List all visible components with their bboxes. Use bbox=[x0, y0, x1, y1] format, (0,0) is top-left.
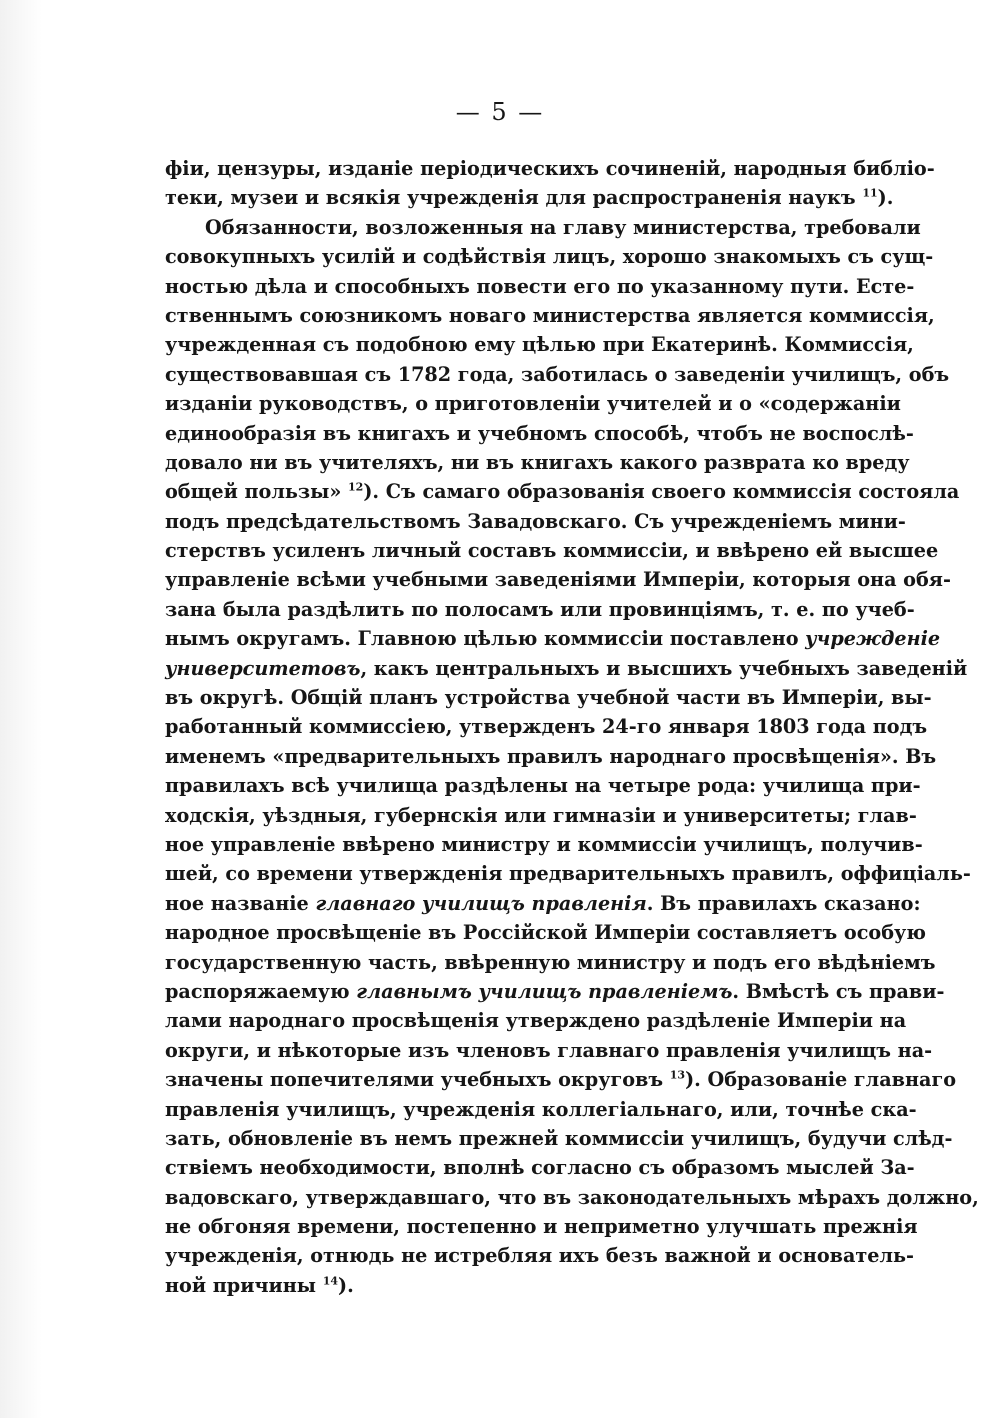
text-line bbox=[165, 742, 937, 771]
text-line bbox=[165, 654, 968, 683]
text-segment: не обгоняя времени, постепенно и неприметно улучшать прежнія bbox=[165, 1215, 918, 1239]
text-segment: стерствъ усиленъ личный составъ коммиссіи, и ввѣрено ей высшее bbox=[165, 539, 939, 563]
text-segment: значены попечителями учебныхъ округовъ bbox=[165, 1068, 670, 1092]
text-segment: ). bbox=[877, 186, 894, 210]
text-line bbox=[165, 1241, 915, 1270]
text-segment: правилахъ всѣ училища раздѣлены на четыре рода: училища при- bbox=[165, 774, 921, 798]
text-segment: учрежденная съ подобною ему цѣлью при Екатеринѣ. Коммиссія, bbox=[165, 333, 914, 357]
text-line bbox=[165, 448, 910, 477]
text-segment: государственную часть, ввѣренную министру и подъ его вѣдѣніемъ bbox=[165, 950, 936, 974]
italic-phrase: университетовъ bbox=[165, 656, 361, 680]
text-line bbox=[165, 830, 923, 859]
italic-phrase: главнымъ училищъ правленіемъ bbox=[356, 979, 733, 1003]
text-line bbox=[165, 565, 951, 594]
text-line bbox=[165, 1271, 880, 1300]
text-line bbox=[165, 595, 915, 624]
text-line bbox=[165, 389, 901, 418]
text-line bbox=[165, 977, 945, 1006]
text-line bbox=[165, 859, 971, 888]
footnote-ref: 11 bbox=[862, 187, 878, 200]
page-number: — 5 — bbox=[455, 98, 545, 126]
text-segment: совокупныхъ усилій и содѣйствія лицъ, хорошо знакомыхъ съ сущ- bbox=[165, 245, 934, 269]
text-segment: именемъ «предварительныхъ правилъ народнаго просвѣщенія». Въ bbox=[165, 744, 937, 768]
text-line bbox=[165, 889, 921, 918]
text-segment: нымъ округамъ. Главною цѣлью коммиссіи поставлено bbox=[165, 627, 806, 651]
text-line bbox=[165, 301, 935, 330]
text-segment: работанный коммиссіею, утвержденъ 24-го января 1803 года подъ bbox=[165, 715, 928, 739]
footnote-ref: 13 bbox=[669, 1068, 686, 1082]
text-line bbox=[165, 272, 915, 301]
text-line bbox=[165, 507, 906, 536]
text-segment: подъ предсѣдательствомъ Завадовскаго. Съ учрежденіемъ мини- bbox=[165, 509, 906, 533]
text-line bbox=[165, 1006, 907, 1035]
text-line bbox=[165, 1183, 979, 1212]
italic-phrase: учрежденіе bbox=[805, 627, 941, 651]
text-line bbox=[165, 1124, 953, 1153]
text-segment: ствіемъ необходимости, вполнѣ согласно съ образомъ мыслей За- bbox=[165, 1156, 915, 1180]
text-segment: Обязанности, возложенныя на главу министерства, требовали bbox=[205, 215, 921, 239]
text-line bbox=[165, 419, 914, 448]
text-line bbox=[165, 477, 960, 506]
text-line bbox=[165, 213, 921, 242]
text-line bbox=[165, 360, 950, 389]
text-line bbox=[165, 154, 935, 183]
text-line bbox=[165, 1036, 933, 1065]
text-segment: . Въ правилахъ сказано: bbox=[646, 891, 921, 915]
text-segment: распоряжаемую bbox=[165, 979, 357, 1003]
text-segment: довало ни въ учителяхъ, ни въ книгахъ какого разврата ко вреду bbox=[165, 450, 910, 474]
text-segment: народное просвѣщеніе въ Россійской Имперіи составляетъ особую bbox=[165, 921, 926, 945]
text-line bbox=[165, 948, 936, 977]
text-segment: зать, обновленіе въ немъ прежней коммиссіи училищъ, будучи слѣд- bbox=[165, 1126, 953, 1150]
text-segment: общей пользы» bbox=[165, 480, 349, 504]
text-segment: ственнымъ союзникомъ новаго министерства является коммиссія, bbox=[165, 303, 935, 327]
footnote-ref: 12 bbox=[348, 480, 364, 494]
text-line bbox=[165, 1065, 957, 1094]
text-line bbox=[165, 801, 917, 830]
text-segment: теки, музеи и всякія учрежденія для распространенія наукъ bbox=[165, 186, 863, 210]
text-segment: лами народнаго просвѣщенія утверждено раздѣленіе Имперіи на bbox=[165, 1009, 907, 1033]
text-segment: ное названіе bbox=[165, 891, 316, 915]
text-segment: , какъ центральныхъ и высшихъ учебныхъ заведеній bbox=[360, 656, 968, 680]
text-line bbox=[165, 1212, 918, 1241]
text-line bbox=[165, 624, 941, 653]
text-segment: правленія училищъ, учрежденія коллегіальнаго, или, точнѣе ска- bbox=[165, 1097, 917, 1121]
text-segment: ). Образованіе главнаго bbox=[685, 1068, 957, 1092]
text-segment: ное управленіе ввѣрено министру и коммиссіи училищъ, получив- bbox=[165, 832, 923, 856]
text-segment: ). Съ самаго образованія своего коммиссія состояла bbox=[363, 480, 960, 504]
text-segment: изданіи руководствъ, о приготовленіи учителей и о «содержаніи bbox=[165, 392, 901, 416]
text-line bbox=[165, 1095, 917, 1124]
text-segment: ходскія, уѣздныя, губернскія или гимназіи и университеты; глав- bbox=[165, 803, 917, 827]
text-segment: вадовскаго, утверждавшаго, что въ законодательныхъ мѣрахъ должно, bbox=[165, 1185, 979, 1209]
text-segment: ). bbox=[338, 1273, 354, 1297]
text-segment: существовавшая съ 1782 года, заботилась о заведеніи училищъ, объ bbox=[165, 362, 950, 386]
text-line bbox=[165, 683, 932, 712]
text-segment: ной причины bbox=[165, 1273, 323, 1297]
text-segment: единообразія въ книгахъ и учебномъ способѣ, чтобъ не воспослѣ- bbox=[165, 421, 914, 445]
text-segment: ностью дѣла и способныхъ повести его по указанному пути. Есте- bbox=[165, 274, 915, 298]
text-line bbox=[165, 536, 939, 565]
italic-phrase: главнаго училищъ правленія bbox=[315, 891, 647, 915]
body-text bbox=[165, 154, 979, 1300]
text-segment: . Вмѣстѣ съ прави- bbox=[732, 979, 945, 1003]
text-line bbox=[165, 918, 926, 947]
text-segment: управленіе всѣми учебными заведеніями Имперіи, которыя она обя- bbox=[165, 568, 951, 592]
scan-margin-shading bbox=[0, 0, 42, 1418]
text-line bbox=[165, 183, 894, 212]
text-line bbox=[165, 771, 921, 800]
text-segment: шей, со времени утвержденія предварительныхъ правилъ, оффиціаль- bbox=[165, 862, 971, 886]
text-line bbox=[165, 1153, 915, 1182]
text-line bbox=[165, 242, 934, 271]
text-line bbox=[165, 330, 914, 359]
text-segment: фіи, цензуры, изданіе періодическихъ сочиненій, народныя библіо- bbox=[165, 157, 935, 180]
text-line bbox=[165, 712, 928, 741]
text-segment: учрежденія, отнюдь не истребляя ихъ безъ важной и основатель- bbox=[165, 1244, 915, 1268]
footnote-ref: 14 bbox=[322, 1274, 338, 1288]
text-segment: въ округѣ. Общій планъ устройства учебной части въ Имперіи, вы- bbox=[165, 686, 932, 710]
text-segment: округи, и нѣкоторые изъ членовъ главнаго правленія училищъ на- bbox=[165, 1038, 933, 1062]
text-segment: зана была раздѣлить по полосамъ или провинціямъ, т. е. по учеб- bbox=[165, 597, 915, 621]
